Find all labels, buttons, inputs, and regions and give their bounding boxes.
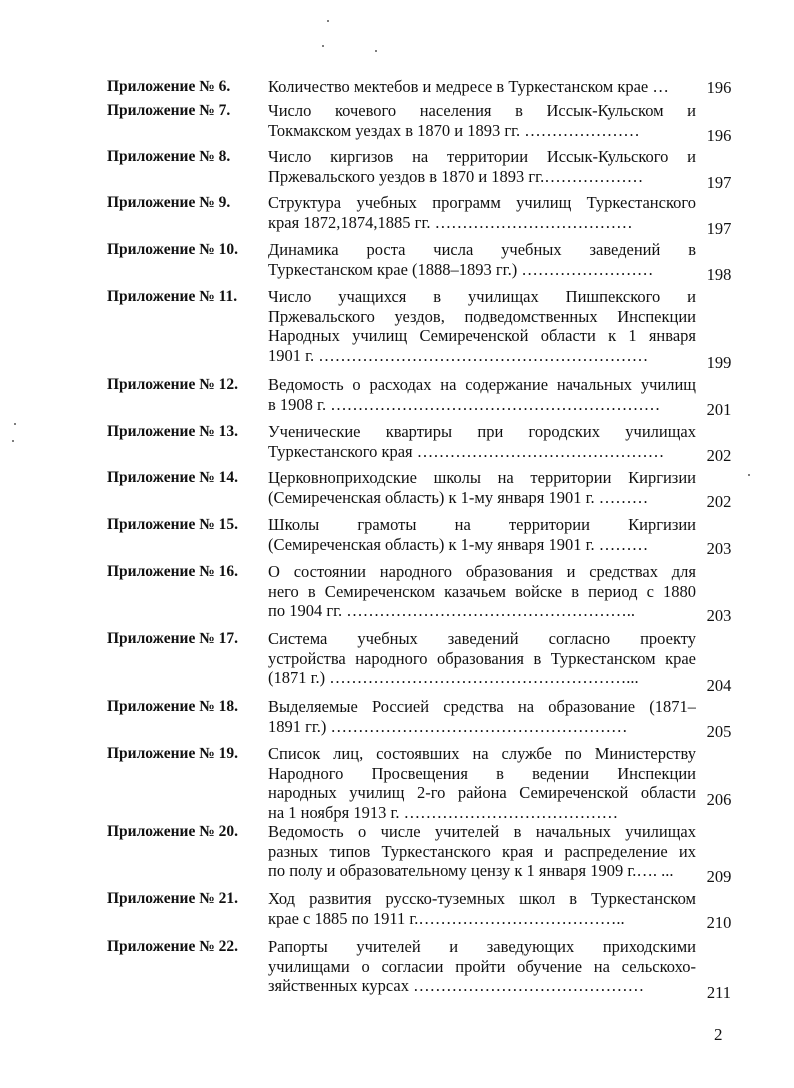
appendix-title-line: края 1872,1874,1885 гг. ……………………………… <box>268 212 633 232</box>
appendix-title-line: Народного Просвещения в ведении Инспекции <box>268 763 696 783</box>
appendix-title-line: О состоянии народного образования и средствах для <box>268 562 696 581</box>
appendix-title <box>268 697 696 736</box>
appendix-title-line: Рапорты учителей и заведующих приходскими <box>268 937 696 956</box>
appendix-title-line: (Семиреченская область) к 1-му января 1901 г. ……… <box>268 534 649 554</box>
page-number: 204 <box>706 676 732 695</box>
appendix-title-line: Ученические квартиры при городских училищах <box>268 422 696 441</box>
appendix-title-line: Токмакском уездах в 1870 и 1893 гг. ………………… <box>268 120 640 140</box>
scan-speck <box>322 45 324 47</box>
appendix-title-line: Выделяемые Россией средства на образование (1871– <box>268 697 696 716</box>
appendix-label: Приложение № 12. <box>107 376 239 393</box>
scan-speck <box>748 474 750 476</box>
appendix-label: Приложение № 8. <box>107 148 231 165</box>
page-number: 198 <box>706 265 732 284</box>
appendix-title <box>268 744 696 822</box>
appendix-label: Приложение № 21. <box>107 890 239 907</box>
appendix-title-line: в 1908 г. …………………………………………………… <box>268 394 661 414</box>
appendix-label: Приложение № 9. <box>107 194 231 211</box>
page-number: 202 <box>706 492 732 511</box>
appendix-label: Приложение № 22. <box>107 938 239 955</box>
appendix-title <box>268 422 696 461</box>
appendix-title-line: зяйственных курсах …………………………………… <box>268 976 645 995</box>
appendix-title <box>268 147 696 186</box>
appendix-title-line: крае с 1885 по 1911 г.……………………………….. <box>268 908 625 928</box>
appendix-title <box>268 937 696 996</box>
appendix-title <box>268 515 696 554</box>
appendix-title-line: Динамика роста числа учебных заведений в <box>268 240 696 259</box>
appendix-title-line: Количество мектебов и медресе в Туркестанском крае … <box>268 77 669 96</box>
appendix-title-line: Структура учебных программ училищ Туркестанского <box>268 193 696 212</box>
appendix-title-line: него в Семиреченском казачьем войске в период с 1880 <box>268 581 696 601</box>
scan-speck <box>14 423 16 425</box>
page-number: 196 <box>706 78 732 97</box>
appendix-title-line: Ход развития русско-туземных школ в Туркестанском <box>268 889 696 908</box>
appendix-title <box>268 468 696 507</box>
page-number: 203 <box>706 606 732 625</box>
page-number: 196 <box>706 126 732 145</box>
page-number: 197 <box>706 173 732 192</box>
appendix-title <box>268 193 696 232</box>
appendix-title-line: по полу и образовательному цензу к 1 января 1909 г.…. ... <box>268 861 674 880</box>
appendix-title-line: по 1904 гг. …………………………………………….. <box>268 601 636 620</box>
appendix-title-line: Пржевальского уездов, подведомственных Инспекции <box>268 306 696 326</box>
page-number: 206 <box>706 790 732 809</box>
appendix-label: Приложение № 10. <box>107 241 239 258</box>
appendix-title <box>268 562 696 621</box>
appendix-title <box>268 629 696 688</box>
page-number: 202 <box>706 446 732 465</box>
appendix-title-line: Народных училищ Семиреченской области к 1 января <box>268 326 696 345</box>
page-number: 209 <box>706 867 732 886</box>
appendix-title-line: (1871 г.) ………………………………………………... <box>268 668 639 687</box>
appendix-title <box>268 889 696 928</box>
appendix-title-line: народных училищ 2-го района Семиреченской области <box>268 783 696 802</box>
page-number: 199 <box>706 353 732 372</box>
appendix-title-line: 1901 г. …………………………………………………… <box>268 345 649 365</box>
appendix-title-line: устройства народного образования в Туркестанском крае <box>268 648 696 668</box>
appendix-label: Приложение № 7. <box>107 102 231 119</box>
appendix-title-line: разных типов Туркестанского края и распределение их <box>268 841 696 861</box>
page-number: 205 <box>706 722 732 741</box>
appendix-title-line: Пржевальского уездов в 1870 и 1893 гг.……………… <box>268 166 644 186</box>
appendix-title <box>268 240 696 279</box>
appendix-title-line: Туркестанском крае (1888–1893 гг.) …………………… <box>268 259 654 279</box>
appendix-label: Приложение № 20. <box>107 823 239 840</box>
scan-speck <box>327 20 329 22</box>
appendix-title-line: на 1 ноября 1913 г. ………………………………… <box>268 802 619 822</box>
appendix-label: Приложение № 17. <box>107 630 239 647</box>
appendix-title-line: Туркестанского края ……………………………………… <box>268 441 665 461</box>
page-number: 201 <box>706 400 732 419</box>
appendix-title-line: училищами о согласии пройти обучение на сельскохо- <box>268 956 696 976</box>
appendix-label: Приложение № 15. <box>107 516 239 533</box>
appendix-title-line: (Семиреченская область) к 1-му января 1901 г. ……… <box>268 487 649 507</box>
page-number: 203 <box>706 539 732 558</box>
appendix-label: Приложение № 14. <box>107 469 239 486</box>
appendix-title-line: Список лиц, состоявших на службе по Министерству <box>268 744 696 763</box>
appendix-label: Приложение № 11. <box>107 288 238 305</box>
appendix-title <box>268 375 696 414</box>
appendix-title-line: Число учащихся в училищах Пишпекского и <box>268 287 696 306</box>
appendix-title <box>268 77 696 97</box>
appendix-title-line: Ведомость о расходах на содержание начальных училищ <box>268 375 696 394</box>
appendix-title <box>268 287 696 365</box>
appendix-title-line: Ведомость о числе учителей в начальных училищах <box>268 822 696 841</box>
page-number: 197 <box>706 219 732 238</box>
appendix-label: Приложение № 6. <box>107 78 231 95</box>
appendix-label: Приложение № 18. <box>107 698 239 715</box>
appendix-label: Приложение № 19. <box>107 745 239 762</box>
appendix-title-line: Число киргизов на территории Иссык-Кульского и <box>268 147 696 166</box>
appendix-title-line: Система учебных заведений согласно проекту <box>268 629 696 648</box>
appendix-title <box>268 822 696 881</box>
appendix-title-line: Число кочевого населения в Иссык-Кульском и <box>268 101 696 120</box>
appendix-title-line: Церковноприходские школы на территории Киргизии <box>268 468 696 487</box>
appendix-title-line: Школы грамоты на территории Киргизии <box>268 515 696 534</box>
page-number: 211 <box>706 983 732 1002</box>
appendix-title <box>268 101 696 140</box>
appendix-title-line: 1891 гг.) ……………………………………………… <box>268 716 628 736</box>
page-number: 210 <box>706 913 732 932</box>
folio-number: 2 <box>714 1025 723 1044</box>
scan-speck <box>12 440 14 442</box>
scan-speck <box>375 50 377 52</box>
appendix-label: Приложение № 13. <box>107 423 239 440</box>
appendix-label: Приложение № 16. <box>107 563 239 580</box>
